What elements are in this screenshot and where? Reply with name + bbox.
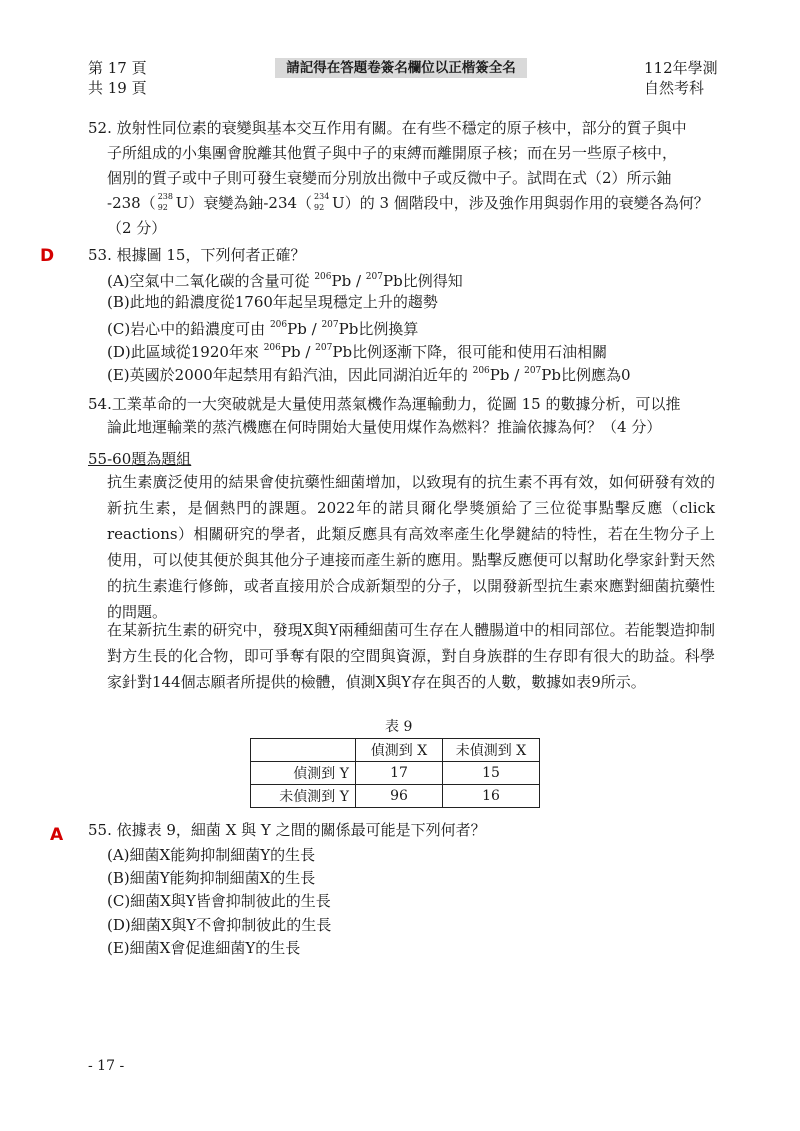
q55-stem: 55. 依據表 9，細菌 X 與 Y 之間的關係最可能是下列何者？ [88, 821, 486, 839]
q55-option-a: (A)細菌X能夠抑制細菌Y的生長 [107, 846, 316, 864]
pb-symbol: Pb [332, 343, 353, 361]
pb207-mass: 207 [315, 343, 333, 353]
q55-option-d: (D)細菌X與Y不會抑制彼此的生長 [107, 916, 332, 934]
signature-notice: 請記得在答題卷簽名欄位以正楷簽全名 [275, 58, 527, 78]
row-label-y-not-detected: 未偵測到 Y [251, 785, 356, 808]
col-header-x-not-detected: 未偵測到 X [443, 739, 540, 762]
pb-symbol: Pb [382, 272, 403, 290]
q55-option-e: (E)細菌X會促進細菌Y的生長 [107, 939, 301, 957]
group-title: 55-60題為題組 [88, 450, 192, 468]
pb-symbol: Pb [287, 320, 307, 338]
q53-d-text: (D)此區域從1920年來 [107, 343, 264, 361]
col-header-x-detected: 偵測到 X [356, 739, 443, 762]
group-paragraph-2: 在某新抗生素的研究中，發現X與Y兩種細菌可生存在人體腸道中的相同部位。若能製造抑制對方生長的化合物，即可爭奪有限的空間與資源，對自身族群的生存即有很大的助益。科學家針對144個志願者所提供的檢體，偵測X與Y存在與否的人數，數據如表9所示。 [107, 621, 715, 691]
q53-option-b: (B)此地的鉛濃度從1760年起呈現穩定上升的趨勢 [107, 293, 438, 311]
table-row [251, 762, 540, 785]
u234-mass: 234 [314, 192, 330, 201]
exam-name: 112年學測 [644, 59, 718, 77]
row-label-y-detected: 偵測到 Y [251, 762, 356, 785]
pb-symbol: Pb [338, 320, 359, 338]
q53-a-text-end: 比例得知 [402, 272, 463, 290]
pb207-mass: 207 [365, 272, 383, 282]
q52-line-4a: -238（ [107, 194, 156, 212]
q53-option-e [107, 360, 631, 386]
q53-a-text: (A)空氣中二氧化碳的含量可從 [107, 272, 315, 290]
q52-line-4b: U）衰變為鈾-234（ [175, 194, 313, 212]
pb206-mass: 206 [314, 272, 332, 282]
q55-option-c: (C)細菌X與Y皆會抑制彼此的生長 [107, 892, 331, 910]
pb207-mass: 207 [524, 366, 542, 376]
q53-option-a [107, 266, 463, 292]
u234-atomic-number: 92 [314, 203, 325, 212]
u238-isotope [156, 192, 176, 214]
q52-line-3: 個別的質子或中子則可發生衰變而分別放出微中子或反微中子。試問在式（2）所示鈾 [107, 169, 672, 187]
ratio-slash: / [300, 343, 316, 361]
table-header-row [251, 739, 540, 762]
q53-stem: 53. 根據圖 15，下列何者正確？ [88, 246, 306, 264]
table-corner-cell [251, 739, 356, 762]
pb206-mass: 206 [269, 320, 288, 330]
subject-name: 自然考科 [644, 79, 705, 97]
pb-symbol: Pb [280, 343, 301, 361]
q53-e-text-end: 比例應為0 [560, 366, 631, 384]
q55-option-b: (B)細菌Y能夠抑制細菌X的生長 [107, 869, 316, 887]
q52-line-4 [107, 192, 709, 214]
pb207-mass: 207 [321, 320, 339, 330]
pb-symbol: Pb [489, 366, 510, 384]
q52-line-1: 52. 放射性同位素的衰變與基本交互作用有關。在有些不穩定的原子核中，部分的質子與中 [88, 119, 687, 137]
u238-atomic-number: 92 [157, 203, 168, 212]
total-pages: 共 19 頁 [88, 79, 147, 97]
q52-line-5: （2 分） [107, 219, 167, 237]
pb206-mass: 206 [472, 366, 490, 376]
ratio-slash: / [351, 272, 366, 290]
cell-x-noty: 96 [356, 785, 443, 808]
table-9 [250, 738, 540, 808]
pb-symbol: Pb [541, 366, 561, 384]
ratio-slash: / [306, 320, 322, 338]
cell-notx-noty: 16 [443, 785, 540, 808]
q54-line-1: 54.工業革命的一大突破就是大量使用蒸氣機作為運輸動力，從圖 15 的數據分析，可以推 [88, 395, 681, 413]
q53-e-text: (E)英國於2000年起禁用有鉛汽油，因此同湖泊近年的 [107, 366, 473, 384]
q52-line-4c: U）的 3 個階段中，涉及強作用與弱作用的衰變各為何？ [332, 194, 709, 212]
pb-symbol: Pb [331, 272, 352, 290]
table-row [251, 785, 540, 808]
pb206-mass: 206 [263, 343, 281, 353]
cell-notx-y: 15 [443, 762, 540, 785]
u238-mass: 238 [157, 192, 173, 201]
group-paragraph-1: 抗生素廣泛使用的結果會使抗藥性細菌增加，以致現有的抗生素不再有效，如何研發有效的新抗生素，是個熱門的課題。2022年的諾貝爾化學獎頒給了三位從事點擊反應（click reactions）相關研究的學者，此類反應具有高效率產生化學鍵結的特性，若在生物分子上使用，可以使其便於與其他分子連接而產生新的應用。點擊反應便可以幫助化學家針對天然的抗生素進行修飾，或者直接用於合成新類型的分子，以開發新型抗生素來應對細菌抗藥性的問題。 [107, 473, 715, 621]
q53-answer-mark: D [40, 246, 55, 266]
q53-c-text: (C)岩心中的鉛濃度可由 [107, 320, 270, 338]
q54-line-2: 論此地運輸業的蒸汽機應在何時開始大量使用煤作為燃料？推論依據為何？（4 分） [107, 418, 662, 436]
cell-x-y: 17 [356, 762, 443, 785]
table-9-caption: 表 9 [385, 719, 413, 735]
q52-line-2: 子所組成的小集團會脫離其他質子與中子的束縛而離開原子核；而在另一些原子核中， [107, 144, 678, 162]
page-number-header: 第 17 頁 [88, 59, 147, 77]
footer-page-number: - 17 - [88, 1058, 125, 1074]
q53-d-text-end: 比例逐漸下降，很可能和使用石油相關 [352, 343, 608, 361]
q53-c-text-end: 比例換算 [358, 320, 419, 338]
ratio-slash: / [509, 366, 525, 384]
q55-answer-mark: A [50, 825, 64, 845]
u234-isotope [312, 192, 332, 214]
